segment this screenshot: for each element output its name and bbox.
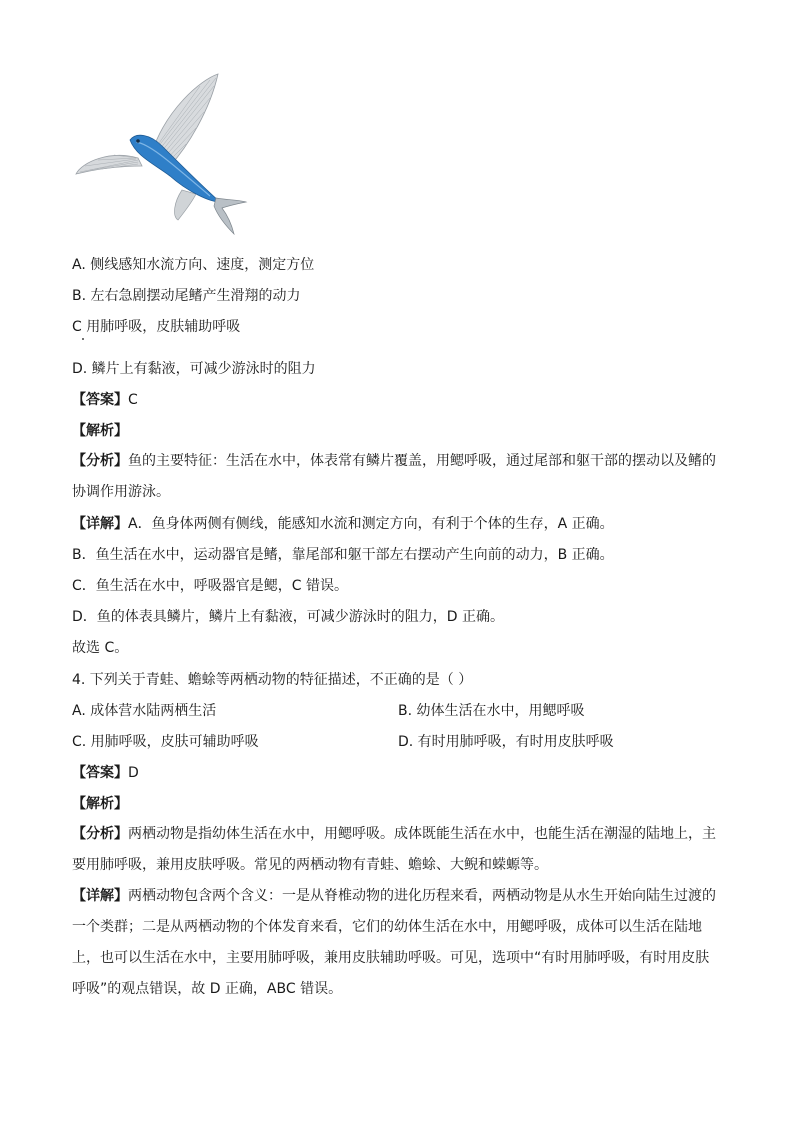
q3-detail-line1 xyxy=(72,514,614,534)
jiexi-tag: 【解析】 xyxy=(72,423,128,439)
q3-conclusion: 故选 C。 xyxy=(72,640,129,656)
answer-tag: 【答案】 xyxy=(72,765,128,781)
q4-answer xyxy=(72,763,139,783)
detail-tag: 【详解】 xyxy=(72,888,128,904)
q3-detail-line2: B．鱼生活在水中，运动器官是鳍，靠尾部和躯干部左右摆动产生向前的动力，B 正确。 xyxy=(72,547,614,563)
jiexi-tag: 【解析】 xyxy=(72,796,128,812)
q4-stem: 4. 下列关于青蛙、蟾蜍等两栖动物的特征描述，不正确的是（ ） xyxy=(72,672,473,688)
q4-jiexi-heading xyxy=(72,794,128,814)
analysis-text: 鱼的主要特征：生活在水中，体表常有鳞片覆盖，用鳃呼吸，通过尾部和躯干部的摆动以及鳍的协调作用游泳。 xyxy=(72,453,716,500)
flying-fish-illustration xyxy=(70,70,250,238)
q3-option-a: A. 侧线感知水流方向、速度，测定方位 xyxy=(72,257,315,273)
q4-option-b: B. 幼体生活在水中，用鳃呼吸 xyxy=(398,703,585,719)
answer-value: D xyxy=(128,765,139,781)
q4-analysis xyxy=(72,819,722,881)
fish-tail xyxy=(214,198,246,234)
detail-text: A．鱼身体两侧有侧线，能感知水流和测定方向，有利于个体的生存，A 正确。 xyxy=(128,516,614,532)
q3-option-c: C 用肺呼吸，皮肤辅助呼吸 xyxy=(72,319,241,335)
fish-pelvic-fin xyxy=(175,190,196,220)
q3-option-d: D. 鳞片上有黏液，可减少游泳时的阻力 xyxy=(72,361,316,377)
q3-detail-line4: D．鱼的体表具鳞片，鳞片上有黏液，可减少游泳时的阻力，D 正确。 xyxy=(72,609,505,625)
stray-dot xyxy=(82,338,84,340)
q3-detail-line3: C．鱼生活在水中，呼吸器官是鳃，C 错误。 xyxy=(72,578,348,594)
q3-option-b: B. 左右急剧摆动尾鳍产生滑翔的动力 xyxy=(72,288,301,304)
analysis-tag: 【分析】 xyxy=(72,453,128,469)
q3-jiexi-heading xyxy=(72,421,128,441)
q4-detail xyxy=(72,881,722,1005)
analysis-text: 两栖动物是指幼体生活在水中，用鳃呼吸。成体既能生活在水中，也能生活在潮湿的陆地上，主要用肺呼吸，兼用皮肤呼吸。常见的两栖动物有青蛙、蟾蜍、大鲵和蝾螈等。 xyxy=(72,826,716,873)
q3-analysis xyxy=(72,446,722,508)
answer-tag: 【答案】 xyxy=(72,392,128,408)
q3-answer xyxy=(72,390,138,410)
q4-option-a: A. 成体营水陆两栖生活 xyxy=(72,703,217,719)
answer-value: C xyxy=(128,392,138,408)
q4-option-d: D. 有时用肺呼吸，有时用皮肤呼吸 xyxy=(398,734,614,750)
detail-text: 两栖动物包含两个含义：一是从脊椎动物的进化历程来看，两栖动物是从水生开始向陆生过渡的一个类群；二是从两栖动物的个体发育来看，它们的幼体生活在水中，用鳃呼吸，成体可以生活在陆地上，也可以生活在水中，主要用肺呼吸，兼用皮肤辅助呼吸。可见，选项中“有时用肺呼吸，有时用皮肤呼吸”的观点错误，故 D 正确，ABC 错误。 xyxy=(72,888,716,997)
q4-option-c: C. 用肺呼吸，皮肤可辅助呼吸 xyxy=(72,734,259,750)
analysis-tag: 【分析】 xyxy=(72,826,128,842)
detail-tag: 【详解】 xyxy=(72,516,128,532)
